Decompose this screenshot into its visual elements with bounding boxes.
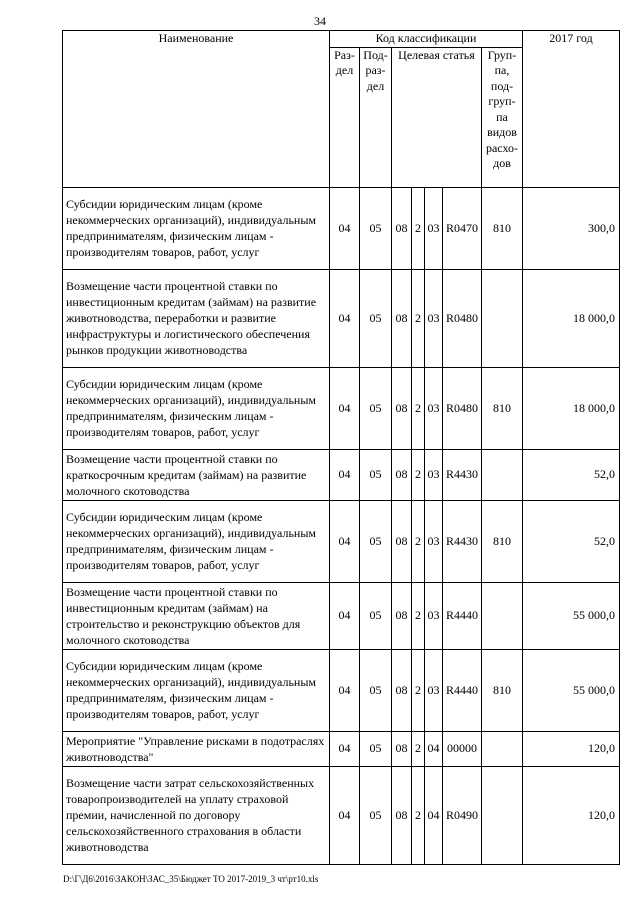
row-cs2: 2 [412,649,425,731]
row-name: Возмещение части затрат сельскохозяйственных товаропроизводителей на уплату страховой премии, начисленной по договору сельскохозяйственного страхования в области животноводства [63,766,330,864]
row-cs2: 2 [412,766,425,864]
row-cs4: R4430 [443,449,482,500]
header-name: Наименование [63,31,330,188]
row-razdel: 04 [330,731,360,766]
row-vr [482,582,523,649]
row-cs4: R0480 [443,269,482,367]
row-amount: 120,0 [523,766,620,864]
table-row [63,649,620,731]
row-razdel: 04 [330,582,360,649]
row-podrazdel: 05 [360,500,392,582]
row-cs2: 2 [412,731,425,766]
row-name: Субсидии юридическим лицам (кроме некоммерческих организаций), индивидуальным предпринимателям, физическим лицам - производителям товаров, работ, услуг [63,500,330,582]
row-cs4: R4440 [443,649,482,731]
row-cs3: 03 [425,649,443,731]
row-name: Мероприятие "Управление рисками в подотраслях животноводства" [63,731,330,766]
row-cs3: 03 [425,187,443,269]
row-cs3: 04 [425,766,443,864]
row-vr: 810 [482,187,523,269]
header-classification: Код классификации [330,31,523,48]
row-cs3: 03 [425,582,443,649]
table-row [63,367,620,449]
row-podrazdel: 05 [360,649,392,731]
row-cs4: 00000 [443,731,482,766]
row-amount: 18 000,0 [523,367,620,449]
table-row [63,449,620,500]
header-section: Раз- дел [330,47,360,187]
row-razdel: 04 [330,187,360,269]
row-podrazdel: 05 [360,269,392,367]
table-row [63,582,620,649]
row-cs3: 03 [425,500,443,582]
budget-table [62,30,620,865]
row-cs1: 08 [392,731,412,766]
row-cs1: 08 [392,269,412,367]
row-razdel: 04 [330,269,360,367]
row-name: Субсидии юридическим лицам (кроме некоммерческих организаций), индивидуальным предпринимателям, физическим лицам - производителям товаров, работ, услуг [63,649,330,731]
table-row [63,500,620,582]
row-cs4: R0490 [443,766,482,864]
row-cs4: R4440 [443,582,482,649]
row-cs3: 04 [425,731,443,766]
row-name: Возмещение части процентной ставки по краткосрочным кредитам (займам) на развитие молочного скотоводства [63,449,330,500]
row-name: Субсидии юридическим лицам (кроме некоммерческих организаций), индивидуальным предпринимателям, физическим лицам - производителям товаров, работ, услуг [63,187,330,269]
row-amount: 300,0 [523,187,620,269]
row-name: Субсидии юридическим лицам (кроме некоммерческих организаций), индивидуальным предпринимателям, физическим лицам - производителям товаров, работ, услуг [63,367,330,449]
row-cs2: 2 [412,187,425,269]
header-subsection: Под- раз- дел [360,47,392,187]
row-cs3: 03 [425,449,443,500]
row-cs1: 08 [392,449,412,500]
row-vr [482,731,523,766]
row-amount: 55 000,0 [523,649,620,731]
page-number: 34 [314,14,326,28]
row-cs1: 08 [392,187,412,269]
row-podrazdel: 05 [360,367,392,449]
row-name: Возмещение части процентной ставки по инвестиционным кредитам (займам) на строительство и реконструкцию объектов для молочного скотоводства [63,582,330,649]
row-razdel: 04 [330,766,360,864]
header-year: 2017 год [523,31,620,188]
row-amount: 52,0 [523,449,620,500]
row-amount: 52,0 [523,500,620,582]
row-cs4: R4430 [443,500,482,582]
row-cs2: 2 [412,582,425,649]
table-row [63,187,620,269]
row-podrazdel: 05 [360,187,392,269]
table-row [63,766,620,864]
row-amount: 55 000,0 [523,582,620,649]
row-vr: 810 [482,649,523,731]
row-razdel: 04 [330,449,360,500]
file-path-footer: D:\Г\Д6\2016\ЗАКОН\ЗАС_35\Бюджет ТО 2017-2019_3 чт\рт10.xls [63,874,319,884]
row-cs4: R0470 [443,187,482,269]
row-razdel: 04 [330,367,360,449]
row-amount: 120,0 [523,731,620,766]
row-cs4: R0480 [443,367,482,449]
row-vr [482,449,523,500]
row-podrazdel: 05 [360,449,392,500]
row-name: Возмещение части процентной ставки по инвестиционным кредитам (займам) на развитие животноводства, переработки и развитие инфраструктуры и логистического обеспечения рынков продукции животноводства [63,269,330,367]
row-vr [482,269,523,367]
row-amount: 18 000,0 [523,269,620,367]
row-cs2: 2 [412,449,425,500]
row-razdel: 04 [330,500,360,582]
row-cs2: 2 [412,367,425,449]
row-cs3: 03 [425,367,443,449]
table-row [63,731,620,766]
table-row [63,269,620,367]
row-cs2: 2 [412,500,425,582]
row-cs1: 08 [392,500,412,582]
row-podrazdel: 05 [360,766,392,864]
row-cs2: 2 [412,269,425,367]
row-razdel: 04 [330,649,360,731]
row-vr: 810 [482,367,523,449]
header-expense-group: Груп- па, под- груп- па видов расхо- дов [482,47,523,187]
row-cs1: 08 [392,649,412,731]
row-cs3: 03 [425,269,443,367]
row-cs1: 08 [392,367,412,449]
row-cs1: 08 [392,766,412,864]
row-cs1: 08 [392,582,412,649]
header-target-article: Целевая статья [392,47,482,187]
row-podrazdel: 05 [360,582,392,649]
row-podrazdel: 05 [360,731,392,766]
row-vr: 810 [482,500,523,582]
row-vr [482,766,523,864]
